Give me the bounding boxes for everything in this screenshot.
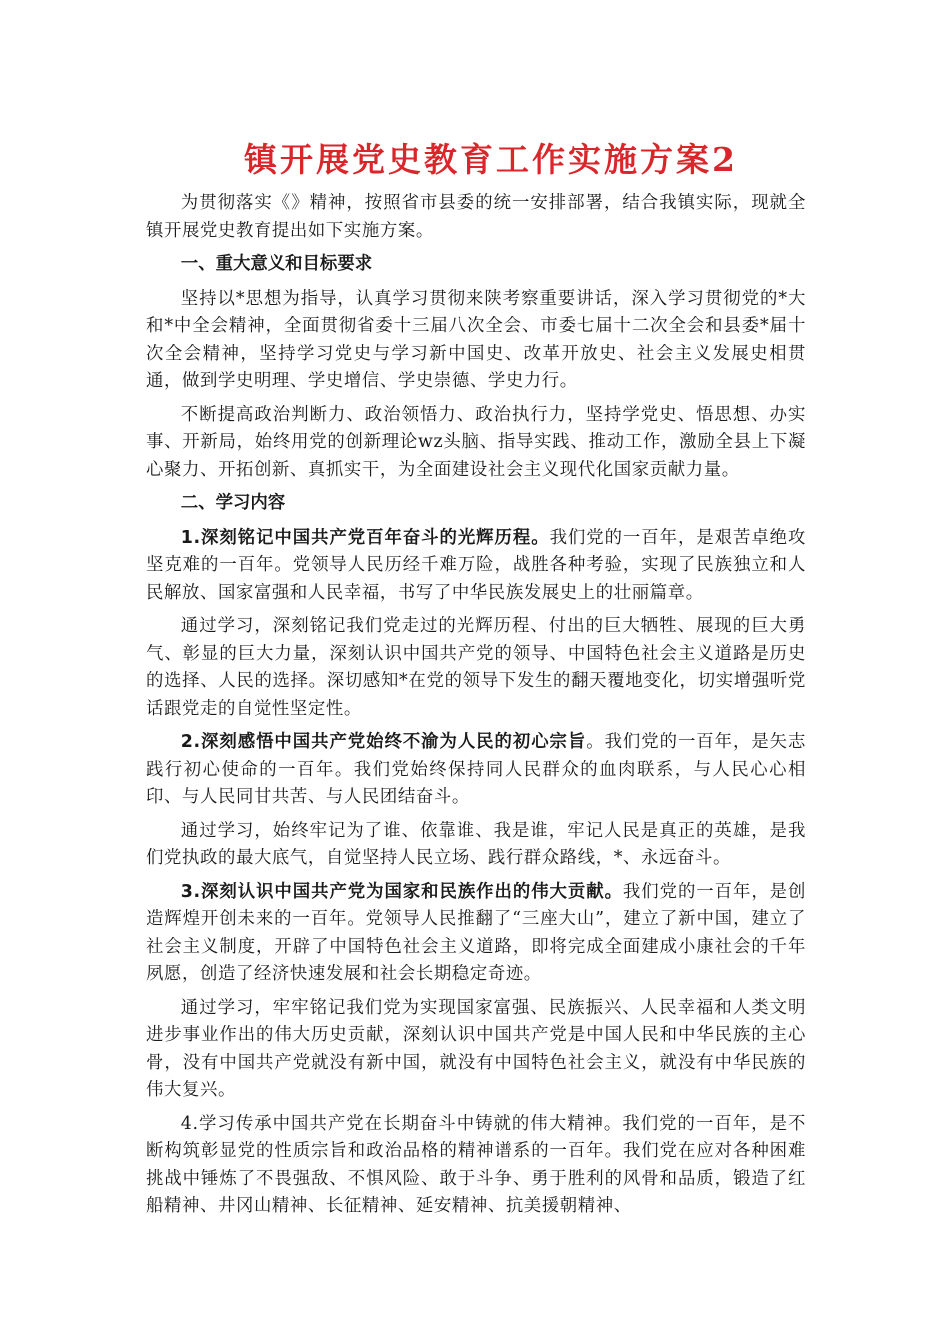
section-heading-1: 一、重大意义和目标要求 [180,254,373,274]
item1-paragraph [146,525,806,608]
section1-paragraph-2: 不断提高政治判断力、政治领悟力、政治执行力，坚持学党史、悟思想、办实事、开新局，始终用党的创新理论wz头脑、指导实践、推动工作，激励全县上下凝心聚力、开拓创新、真抓实干，为全面建设社会主义现代化国家贡献力量。 [146,404,806,480]
section1-paragraph-1: 坚持以*思想为指导，认真学习贯彻来陕考察重要讲话，深入学习贯彻党的*大和*中全会精神，全面贯彻省委十三届八次全会、市委七届十二次全会和县委*届十次全会精神，坚持学习党史与学习新中国史、改革开放史、社会主义发展史相贯通，做到学史明理、学史增信、学史崇德、学史力行。 [146,288,806,391]
section-heading-2: 二、学习内容 [180,493,286,513]
item3-paragraph [146,879,806,989]
item2-paragraph [146,729,806,812]
document-page [146,138,806,1227]
item4-paragraph: 4.学习传承中国共产党在长期奋斗中铸就的伟大精神。我们党的一百年，是不断构筑彰显党的性质宗旨和政治品格的精神谱系的一百年。我们党在应对各种困难挑战中锤炼了不畏强敌、不惧风险、敢于斗争、勇于胜利的风骨和品质，锻造了红船精神、井冈山精神、长征精神、延安精神、抗美援朝精神、 [146,1113,806,1216]
item1-lead: 1.深刻铭记中国共产党百年奋斗的光辉历程。 [180,527,550,548]
item3-lead: 3.深刻认识中国共产党为国家和民族作出的伟大贡献。 [180,881,623,902]
item1-text: 我们党的一百年，是艰苦卓绝攻坚克难的一百年。党领导人民历经千难万险，战胜各种考验，实现了民族独立和人民解放、国家富强和人民幸福，书写了中华民族发展史上的壮丽篇章。 [146,527,806,603]
item3-text: 我们党的一百年，是创造辉煌开创未来的一百年。党领导人民推翻了“三座大山”，建立了新中国，建立了社会主义制度，开辟了中国特色社会主义道路，即将完成全面建成小康社会的千年夙愿，创造了经济快速发展和社会长期稳定奇迹。 [146,881,806,984]
document-title: 镇开展党史教育工作实施方案2 [244,140,738,179]
item3-paragraph-2: 通过学习，牢牢铭记我们党为实现国家富强、民族振兴、人民幸福和人类文明进步事业作出的伟大历史贡献，深刻认识中国共产党是中国人民和中华民族的主心骨，没有中国共产党就没有新中国，就没有中国特色社会主义，就没有中华民族的伟大复兴。 [146,997,806,1100]
item1-paragraph-2: 通过学习，深刻铭记我们党走过的光辉历程、付出的巨大牺牲、展现的巨大勇气、彰显的巨大力量，深刻认识中国共产党的领导、中国特色社会主义道路是历史的选择、人民的选择。深切感知*在党的领导下发生的翻天覆地变化，切实增强听党话跟党走的自觉性坚定性。 [146,616,806,719]
item2-paragraph-2: 通过学习，始终牢记为了谁、依靠谁、我是谁，牢记人民是真正的英雄，是我们党执政的最大底气，自觉坚持人民立场、践行群众路线，*、永远奋斗。 [146,820,806,868]
intro-paragraph: 为贯彻落实《》精神，按照省市县委的统一安排部署，结合我镇实际，现就全镇开展党史教育提出如下实施方案。 [146,193,806,241]
item2-text: 。我们党的一百年，是矢志践行初心使命的一百年。我们党始终保持同人民群众的血肉联系，与人民心心相印、与人民同甘共苦、与人民团结奋斗。 [146,732,807,807]
item2-lead: 2.深刻感悟中国共产党始终不渝为人民的初心宗旨 [180,732,587,752]
